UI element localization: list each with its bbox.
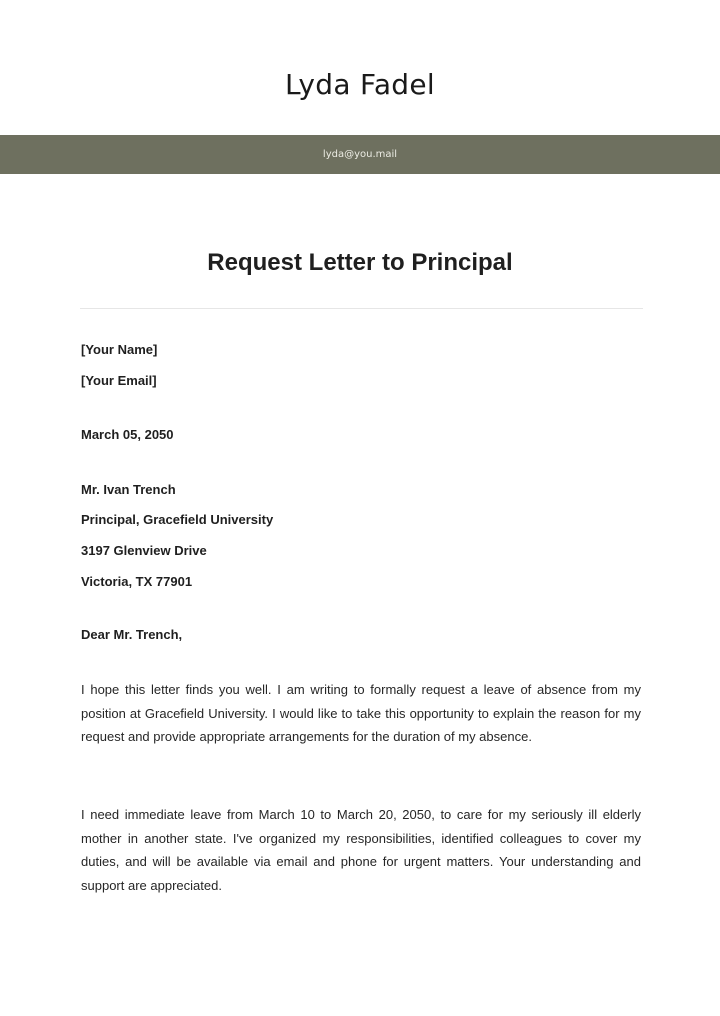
letter-title: Request Letter to Principal <box>207 249 513 276</box>
sender-name-heading: Lyda Fadel <box>285 68 435 101</box>
recipient-address-line1: 3197 Glenview Drive <box>81 543 207 558</box>
recipient-address-line2: Victoria, TX 77901 <box>81 574 193 589</box>
title-divider <box>80 308 643 309</box>
recipient-title: Principal, Gracefield University <box>81 512 274 527</box>
sender-email-placeholder: [Your Email] <box>81 373 157 388</box>
email-banner <box>0 135 720 174</box>
body-paragraph-1: I hope this letter finds you well. I am writing to formally request a leave of absence from my position at Gracefield University. I would like to take this opportunity to explain the reason for my request and provide appropriate arrangements for the duration of my absence. <box>81 682 641 744</box>
recipient-name: Mr. Ivan Trench <box>81 482 176 497</box>
sender-email: lyda@you.mail <box>322 149 398 160</box>
body-paragraph-2: I need immediate leave from March 10 to March 20, 2050, to care for my seriously ill elderly mother in another state. I've organized my responsibilities, identified colleagues to cover my duties, and will be available via email and phone for urgent matters. Your understanding and support are appreciated. <box>81 807 641 893</box>
sender-name-placeholder: [Your Name] <box>81 342 158 357</box>
letter-date: March 05, 2050 <box>81 427 174 442</box>
salutation: Dear Mr. Trench, <box>81 627 183 642</box>
